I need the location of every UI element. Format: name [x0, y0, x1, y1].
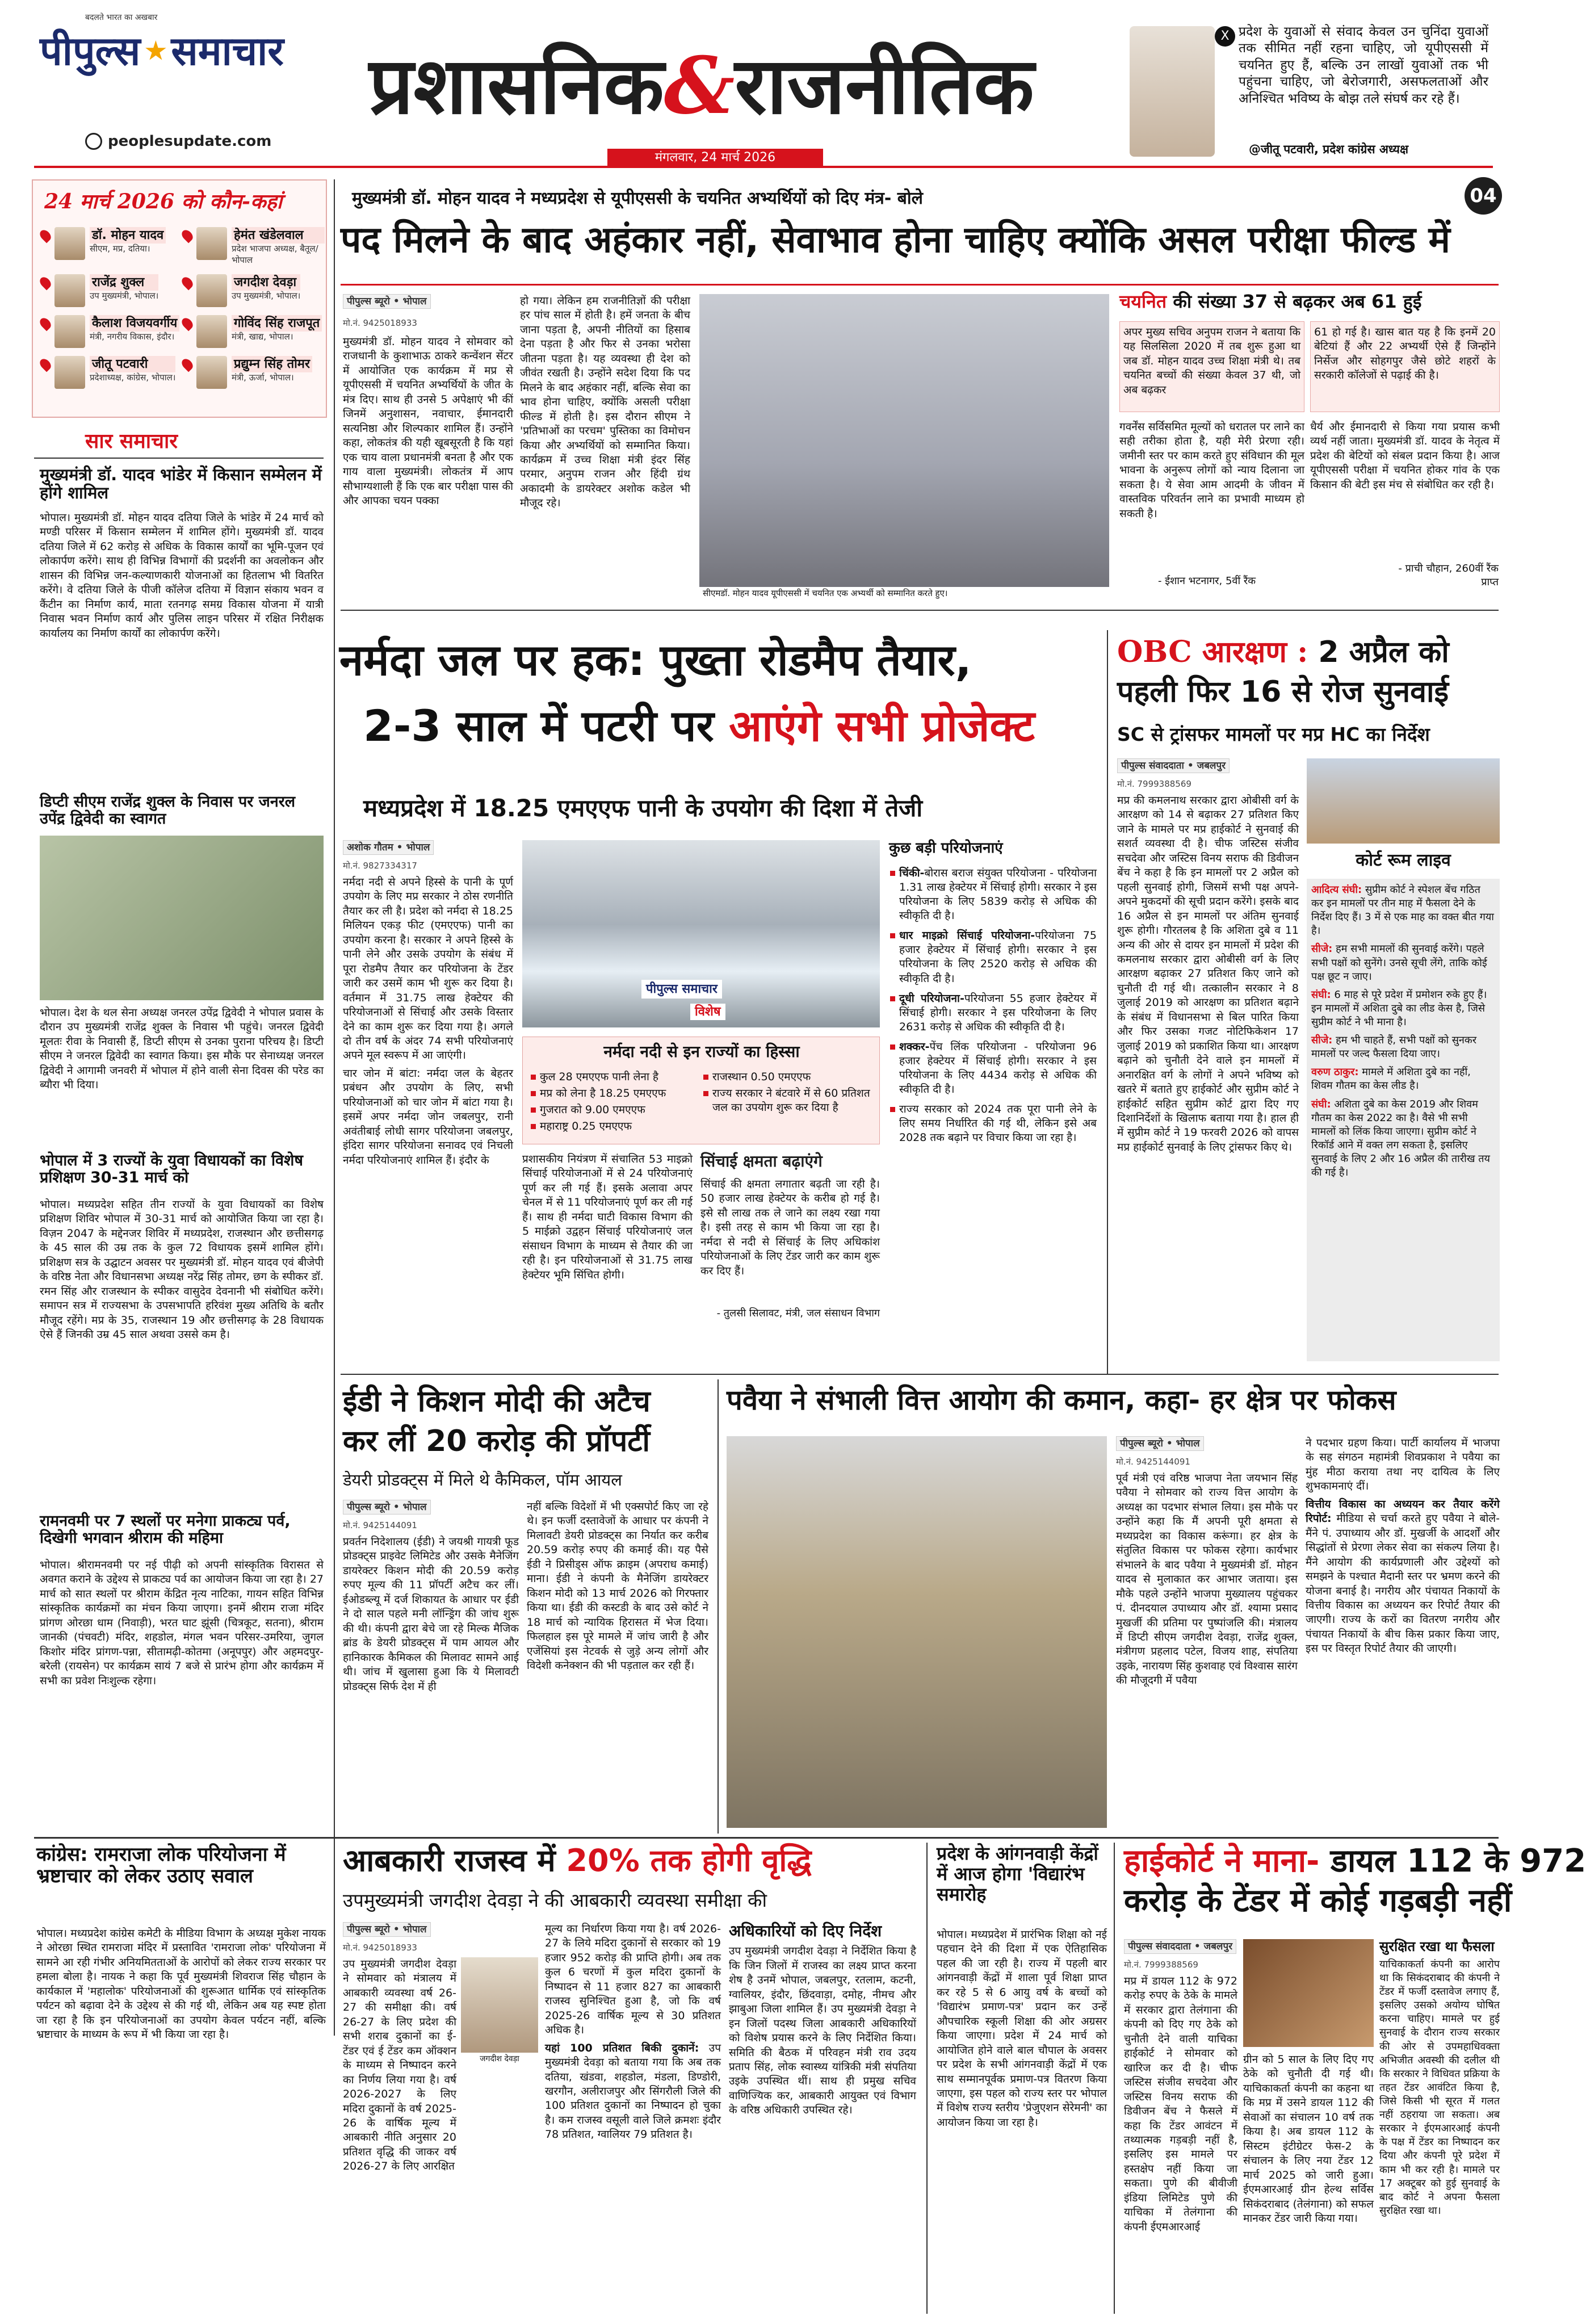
obc-court-title: कोर्ट रूम लाइव — [1356, 850, 1451, 870]
sar-body-1: भोपाल। मुख्यमंत्री डॉ. मोहन यादव दतिया जिले के भांडेर में 24 मार्च को मण्डी परिसर में किसान सम्मेलन में शामिल होंगे। मुख्यमंत्री डॉ. यादव दतिया जिले में 62 करोड़ से अधिक के विकास कार्यों का भूमि-पूजन एवं लोकार्पण करेंगे। साथ ही विभिन्न विभागों की प्रदर्शनी का अवलोकन और शासन की विभिन्न जन-कल्याणकारी योजनाओं का हितलाभ भी वितरित करेंगे। वे दतिया जिले के पीजी कॉलेज दतिया में विज्ञान संकाय भवन व कैंटीन का निर्माण कार्य, माता रतनगढ़ समग्र विकास योजना में यात्री निवास भवन निर्माण कार्य और पुलिस लाइन परिसर में रक्षित निरीक्षक कार्यालय का निर्माण कार्यों का लोकार्पण करेंगे। — [40, 511, 324, 640]
excise-col-2: मूल्य का निर्धारण किया गया है। वर्ष 2026-27 के लिये मदिरा दुकानों से सरकार को 19 हजार 952 करोड़ की प्राप्ति होगी। अब तक कुल 6 चरणों में कुल मदिरा दुकानों के निष्पादन से 11 हजार 827 का आबकारी राजस्व सुनिश्चित हुआ है, जो कि वर्ष 2025-26 वार्षिक मूल्य से 30 प्रतिशत अधिक है। यहां 100 प्रतिशत बिकी दुकानें: उप मुख्यमंत्री देवड़ा को बताया गया कि अब तक दतिया, खंडवा, शहडोल, मंडला, डिण्डोरी, खरगौन, अलीराजपुर और सिंगरौली जिले की 100 प्रतिशत दुकानों का निष्पादन हो चुका है। कम राजस्व वसूली वाले जिले क्रमशः इंदौर 78 प्रतिशत, ग्वालियर 79 प्रतिशत है। — [545, 1923, 721, 2141]
excise-divider — [926, 1843, 928, 2314]
narmada-headline-2: 2-3 साल में पटरी पर आएंगे सभी प्रोजेक्ट — [363, 700, 1035, 751]
project-name: दूधी परियोजना- — [899, 992, 964, 1005]
person-photo — [54, 274, 85, 307]
quote-text: प्रदेश के युवाओं से संवाद केवल उन चुनिंदा युवाओं तक सीमित नहीं रहना चाहिए, जो यूपीएससी में चयनित हुए हैं, बल्कि उन लाखों युवाओं तक भी पहुंचना चाहिए, जो बेरोजगारी, असफलताओं और अनिश्चित भविष्य के बोझ तले संघर्ष कर रहे हैं। — [1239, 24, 1488, 106]
quote-avatar — [1130, 26, 1215, 157]
brand-logo — [40, 23, 284, 79]
dial-mobile: मो.नं. 7999388569 — [1124, 1960, 1198, 1970]
pawaiya-byline: पीपुल्स ब्यूरो • भोपाल — [1116, 1436, 1204, 1451]
narmada-headline-1: नर्मदा जल पर हक: पुख्ता रोडमैप तैयार, — [339, 635, 972, 685]
narmada-share-left — [530, 1070, 694, 1136]
court-exchange — [1311, 942, 1495, 983]
location-pin-icon — [38, 275, 53, 290]
excise-col-3: अधिकारियों को दिए निर्देश उप मुख्यमंत्री जगदीश देवड़ा ने निर्देशित किया है कि जिन जिलों में राजस्व का लक्ष्य प्राप्त करना शेष है उनमें भोपाल, जबलपुर, रतलाम, कटनी, ग्वालियर, इंदौर, छिंदवाड़ा, दमोह, नीमच और झाबुआ जिला शामिल हैं। उप मुख्यमंत्री देवड़ा ने इन जिलों पदस्थ जिला आबकारी अधिकारियों को विशेष प्रयास करने के लिए निर्देशित किया। समिति की बैठक में परिवहन मंत्री राव उदय प्रताप सिंह, लोक स्वास्थ्य यांत्रिकी मंत्री संपतिया उइके उपस्थित थीं। साथ ही प्रमुख सचिव वाणिज्यिक कर, आबकारी आयुक्त एवं विभाग के वरिष्ठ अधिकारी उपस्थित रहे। — [729, 1922, 916, 2117]
person-photo — [196, 227, 227, 260]
narmada-byline: अशोक गौतम • भोपाल — [343, 840, 434, 855]
person-place: प्रदेश भाजपा अध्यक्ष, बैतूल/भोपाल — [232, 244, 318, 265]
excise-headline: आबकारी राजस्व में 20% तक होगी वृद्धि — [343, 1843, 812, 1878]
upsc-kicker: मुख्यमंत्री डॉ. मोहन यादव ने मध्यप्रदेश से यूपीएससी के चयनित अभ्यर्थियों को दिए मंत्र- बोले — [352, 188, 923, 208]
court-exchange — [1311, 988, 1495, 1029]
person-entry — [183, 315, 325, 348]
date-bar: मंगलवार, 24 मार्च 2026 — [607, 149, 823, 167]
person-name: हेमंत खंडेलवाल — [232, 227, 325, 244]
person-place: मंत्री, ऊर्जा, भोपाल। — [232, 372, 294, 383]
upsc-photo-caption: सीएमडॉ. मोहन यादव यूपीएससी में चयनित एक अभ्यर्थी को सम्मानित करते हुए। — [699, 587, 1109, 601]
person-place: उप मुख्यमंत्री, भोपाल। — [232, 290, 301, 301]
person-name: कैलाश विजयवर्गीय — [90, 315, 179, 332]
narmada-irrigation-title: सिंचाई क्षमता बढ़ाएंगे — [700, 1152, 823, 1171]
brand-name: पीपुल्स — [40, 27, 141, 74]
ed-mobile: मो.नं. 9425144091 — [343, 1520, 417, 1530]
location-pin-icon — [38, 356, 53, 372]
person-entry — [41, 227, 183, 266]
person-photo — [196, 274, 227, 307]
person-place: सीएम, मप्र, दतिया। — [90, 244, 150, 254]
sar-body-3: भोपाल। मध्यप्रदेश सहित तीन राज्यों के युवा विधायकों का विशेष प्रशिक्षण शिविर भोपाल में 30-31 मार्च को आयोजित किया जा रहा है। विज़न 2047 के मद्देनजर शिविर में मध्यप्रदेश, राजस्थान और छत्तीसगढ़ के 45 साल की उम्र तक के कुल 72 विधायक इसमें शामिल होंगे। प्रशिक्षण सत्र के उद्घाटन अवसर पर मुख्यमंत्री डॉ. मोहन यादव एवं बीजेपी के वरिष्ठ नेता और विधानसभा अध्यक्ष नरेंद्र सिंह तोमर, छग के स्पीकर डॉ. रमन सिंह और राजस्थान के स्पीकर वासुदेव देवनानी भी संबोधित करेंगे। समापन सत्र में राज्यसभा के उपसभापति हरिवंश मुख्य अतिथि के बतौर मौजूद रहेंगे। मप्र के 35, राजस्थान 19 और छत्तीसगढ़ के 28 विधायक ऐसे हैं जिनकी उम्र 45 साल अथवा उससे कम है। — [40, 1198, 324, 1341]
narmada-divider — [1107, 630, 1108, 1374]
narmada-mobile: मो.नं. 9827334317 — [343, 861, 417, 871]
anganwadi-divider — [1114, 1843, 1115, 2314]
project-name: चिंकी- — [899, 867, 925, 879]
list-item: महाराष्ट्र 0.25 एमएएफ — [530, 1119, 694, 1134]
upsc-byline: पीपुल्स ब्यूरो • भोपाल — [343, 294, 431, 309]
person-entry — [183, 274, 325, 307]
pawaiya-headline: पवैया ने संभाली वित्त आयोग की कमान, कहा- हर क्षेत्र पर फोकस — [727, 1384, 1396, 1416]
sar-headline-3: भोपाल में 3 राज्यों के युवा विधायकों का विशेष प्रशिक्षण 30-31 मार्च को — [40, 1152, 303, 1187]
upsc-side-body-1: अपर मुख्य सचिव अनुपम राजन ने बताया कि यह सिलसिला 2020 में तब शुरू हुआ था जब डॉ. मोहन यादव उच्च शिक्षा मंत्री थे। तब चयनित बच्चों की संख्या केवल 37 थी, जो अब बढ़कर — [1119, 321, 1304, 412]
narmada-share-right — [702, 1070, 872, 1117]
masthead-tagline: बदलते भारत का अखबार — [85, 13, 158, 22]
person-place: प्रदेशाध्यक्ष, कांग्रेस, भोपाल। — [90, 372, 176, 383]
person-name: गोविंद सिंह राजपूत — [232, 315, 322, 332]
project-text: परियोजना 55 हजार हेक्टेयर में सिंचाई होगी। सरकार ने इस परियोजना के लिए 2631 करोड़ से अधिक की स्वीकृति दी है। — [899, 992, 1097, 1033]
upsc-side-body-2: 61 हो गई है। खास बात यह है कि इनमें 20 बेटियां हैं और 22 अभ्यर्थी ऐसे हैं जिन्होंने निर्सेज और सोहगपुर जैसे छोटे शहरों के सरकारी कॉलेजों से पढ़ाई की है। — [1310, 321, 1500, 412]
narmada-irrigation-body: सिंचाई की क्षमता लगातार बढ़ती जा रही है। 50 हजार लाख हेक्टेयर के करीब हो गई है। इसे सौ लाख तक ले जाने का लक्ष्य रखा गया है। इसी तरह से काम भी किया जा रहा है। नर्मदा से नदी से सिंचाई के लिए अधिकांश परियोजनाओं के लिए टेंडर जारी कर काम शुरू कर दिए हैं। — [700, 1178, 880, 1277]
upsc-quote-1: गवर्नेंस सर्विसमित मूल्यों को धरातल पर लाने का सही तरीका होता है, यही मेरी प्रेरणा रही। जमीनी स्तर पर काम करते हुए संविधान की मूल भावना के अनुरूप लोगों को न्याय दिलाना जा सकता है। ये सेवा आम आदमी के जीवन में वास्तविक परिवर्तन लाने का प्रभावी माध्यम हो सकती है। — [1119, 421, 1304, 520]
page-number: 04 — [1465, 177, 1502, 215]
dial-col-2: ग्रीन को 5 साल के लिए दिए गए ठेके को चुनौती दी गई थी। याचिकाकर्ता कंपनी का कहना था कि मप्र में उसने डायल 112 की सेवाओं का संचालन 10 वर्ष तक किया है। अब डायल 112 के सिस्टम इंटीग्रेटर फेस-2 के संचालन के लिए नया टेंडर 12 मार्च 2025 को जारी हुआ। ईएमआरआई ग्रीन हेल्थ सर्विस सिकंदराबाद (तेलंगाना) को सफल मानकर टेंडर जारी किया गया। — [1243, 2053, 1374, 2225]
upsc-col-2: हो गया। लेकिन हम राजनीतिज्ञों की परीक्षा हर पांच साल में होती है। हमें जनता के बीच जाना पड़ता है, अपनी नीतियों का हिसाब देना पड़ता है और फिर से उनका भरोसा जीतना पड़ता है। यह व्यवस्था ही देश को जीवंत रखती है। उन्होंने सदेश दिया कि पद मिलने के बाद अहंकार नहीं, बल्कि सेवा का भाव होना चाहिए, क्योंकि असली परीक्षा फील्ड में होती है। इस दौरान सीएम ने 'प्रतिभाओं का परचम' पुस्तिका का विमोचन किया और अभ्यर्थियों को सम्मानित किया। कार्यक्रम में उच्च शिक्षा मंत्री इंदर सिंह परमार, अनुपम राजन और हिंदी ग्रंथ अकादमी के डायरेक्टर अशोक कडेल भी मौजूद रहे। — [520, 295, 690, 510]
upsc-col-1: मुख्यमंत्री डॉ. मोहन यादव ने सोमवार को राजधानी के कुशाभाऊ ठाकरे कन्वेंशन सेंटर में आयोजित एक कार्यक्रम में मप्र से यूपीएससी में चयनित अभ्यर्थियों के जीत के मंत्र दिए। साथ ही उनसे 5 अपेक्षाएं भी कीं जिनमें अनुशासन, नवाचार, ईमानदारी सत्यनिष्ठा और शिल्पकार शामिल हैं। उन्होंने कहा, लोकतंत्र की यही खूबसूरती है कि यहां एक चाय वाला प्रधानमंत्री बनता है और एक गाय वाला मुख्यमंत्री। लोकतंत्र में आप सौभाग्यशाली हैं कि एक बार परीक्षा पास की और आपका चयन पक्का — [343, 335, 513, 507]
website-link[interactable]: peoplesupdate.com — [85, 132, 271, 151]
pawaiya-photo — [727, 1436, 1107, 1828]
narmada-irrigation-box — [700, 1152, 880, 1340]
obc-byline: पीपुल्स संवाददाता • जबलपुर — [1117, 758, 1230, 773]
list-item: गुजरात को 9.00 एमएएफ — [530, 1103, 694, 1117]
excise-col-1: उप मुख्यमंत्री जगदीश देवड़ा ने सोमवार को मंत्रालय में आबकारी व्यवस्था वर्ष 26-27 की समीक्षा की। वर्ष 26-27 के लिए प्रदेश की सभी शराब दुकानों का ई-टेंडर एवं ई टेंडर कम ऑक्शन के माध्यम से निष्पादन करने का निर्णय लिया गया है। वर्ष 2026-2027 के लिए मदिरा दुकानों के वर्ष 2025-26 के वार्षिक मूल्य में आबकारी नीति अनुसार 20 प्रतिशत वृद्धि की जाकर वर्ष 2026-27 के लिए आरक्षित — [343, 1958, 456, 2173]
court-text: 6 माह से पूरे प्रदेश में प्रमोशन रुके हुए हैं। इन मामलों में अशिता दुबे का लीड केस है, जिसे सुप्रीम कोर्ट ने भी माना है। — [1311, 988, 1487, 1028]
upsc-rule — [341, 284, 1499, 286]
pawaiya-col-2: ने पदभार ग्रहण किया। पार्टी कार्यालय में भाजपा के सह संगठन महामंत्री शिवप्रकाश ने पवैया का मुंह मीठा कराया तथा नए दायित्व के लिए शुभकामनाएं दीं। वित्तीय विकास का अध्ययन कर तैयार करेंगे रिपोर्ट: मीडिया से चर्चा करते हुए पवैया ने बोले- मैंने पं. उपाध्याय और डॉ. मुखर्जी के आदर्शों और सिद्धांतों से प्रेरणा लेकर सेवा का संकल्प लिया है। मैंने आयोग की कार्यप्रणाली और उद्देश्यों को समझने के पश्चात मैदानी स्तर पर भ्रमण करने की योजना बनाई है। नगरीय और पंचायत निकायों के वित्तीय विकास का अध्ययन कर रिपोर्ट तैयार की जाएगी। राज्य के करों का वितरण नगरीय और पंचायत निकायों के बीच किस प्रकार किया जाए, इस पर विस्तृत रिपोर्ट तैयार की जाएगी। — [1306, 1437, 1500, 1655]
obc-court-list — [1307, 879, 1500, 1361]
court-exchange — [1311, 1034, 1495, 1061]
top-divider — [34, 166, 1493, 168]
court-exchange — [1311, 1065, 1495, 1093]
obc-body: मप्र की कमलनाथ सरकार द्वारा ओबीसी वर्ग के आरक्षण को 14 से बढ़ाकर 27 प्रतिशत किए जाने के मामले पर मप्र हाईकोर्ट ने सुनवाई की सशर्त व्यवस्था दी है। चीफ जस्टिस संजीव सचदेवा और जस्टिस विनय सराफ की डिवीजन बेंच ने कहा है कि इन मामलों पर 2 अप्रैल को पहली सुनवाई होगी, जिसमें सभी पक्ष अपने-अपने मुकदमों की सूची प्रदान करेंगे। इसके बाद 16 अप्रैल से इन मामलों पर अंतिम सुनवाई शुरू होगी। गौरतलब है कि अशिता दुबे व 11 अन्य की ओर से दायर इन मामलों में प्रदेश की कमलनाथ सरकार द्वारा ओबीसी वर्ग के लिए आरक्षण बढ़ाकर 27 प्रतिशत किए जाने को चुनौती दी गई थी। तत्कालीन सरकार ने 8 जुलाई 2019 को आरक्षण का प्रतिशत बढ़ाने के संबंध में विधानसभा से बिल पारित किया और फिर उसका गजट नोटिफिकेशन 17 जुलाई 2019 को प्रकाशित किया था। आरक्षण बढ़ाने को चुनौती देने वाले इन मामलों में अनारक्षित वर्ग के लोगों ने अपने भविष्य को खतरे में बताते हुए हाईकोर्ट और सुप्रीम कोर्ट ने हाईकोर्ट सहित सुप्रीम कोर्ट द्वारा दिए गए दिशानिर्देशों के खिलाफ बताया गया है। हाल ही में सुप्रीम कोर्ट ने 19 फरवरी 2026 को वापस मप्र हाईकोर्ट सुनवाई के लिए ट्रांसफर किए थे। — [1117, 794, 1299, 1153]
narmada-projects-title: कुछ बड़ी परियोजनाएं — [889, 840, 1003, 857]
section-title: प्रशासनिक&राजनीतिक — [369, 39, 1034, 132]
sar-body-2: भोपाल। देश के थल सेना अध्यक्ष जनरल उपेंद्र द्विवेदी ने भोपाल प्रवास के दौरान उप मुख्यमंत्री राजेंद्र शुक्ल के निवास भी पहुंचे। जनरल द्विवेदी मूलतः रीवा के निवासी हैं, डिप्टी सीएम से उनका पुराना परिचय है। डिप्टी सीएम ने जनरल द्विवेदी का स्वागत किया। इस मौके पर सेनाध्यक्ष जनरल द्विवेदी ने आगामी जनवरी में भोपाल में होने वाली सेना दिवस की परेड का ब्यौरा भी दिया। — [40, 1006, 324, 1092]
narmada-deck: मध्यप्रदेश में 18.25 एमएएफ पानी के उपयोग की दिशा में तेजी — [363, 794, 923, 822]
location-pin-icon — [38, 316, 53, 331]
narmada-share-title: नर्मदा नदी से इन राज्यों का हिस्सा — [603, 1042, 800, 1061]
list-item: मप्र को लेना है 18.25 एमएएफ — [530, 1087, 694, 1101]
court-text: हम सभी मामलों की सुनवाई करेंगे। पहले सभी पक्षों को सुनेंगे। उनसे सूची लेंगे, ताकि कोई पक्ष छूट न जाए। — [1311, 943, 1487, 983]
dial-col-3: सुरक्षित रखा था फैसला याचिकाकर्ता कंपनी का आरोप था कि सिकंदराबाद की कंपनी ने टेंडर में फर्जी दस्तावेज लगाए हैं, इसलिए उसको अयोग्य घोषित करना चाहिए। मामले पर हुई सुनवाई के दौरान राज्य सरकार की ओर से उपमहाधिवक्ता अभिजीत अवस्थी की दलील थी कि सरकार ने विधिवत प्रक्रिया के तहत टेंडर आवंटित किया है, जिसे किसी भी सूरत में गलत नहीं ठहराया जा सकता। अब सरकार ने ईएमआरआई कंपनी के पक्ष में टेंडर का निष्पादन कर दिया और कंपनी पूरे प्रदेश में काम भी कर रही है। मामले पर 17 अक्टूबर को हुई सुनवाई के बाद कोर्ट ने अपना फैसला सुरक्षित रखा था। — [1379, 1939, 1500, 2217]
brand-star-icon — [145, 40, 166, 62]
narmada-dam-photo — [522, 840, 880, 1027]
ramraja-body: भोपाल। मध्यप्रदेश कांग्रेस कमेटी के मीडिया विभाग के अध्यक्ष मुकेश नायक ने ओरछा स्थित रामराजा मंदिर में प्रस्तावित 'रामराजा लोक' परियोजना में सामने आ रही गंभीर अनियमितताओं के आरोपों को लेकर राज्य सरकार पर हमला बोला है। नायक ने कहा कि पूर्व मुख्यमंत्री शिवराज सिंह चौहान के कार्यकाल में 'महालोक' परियोजनाओं की शुरूआत धार्मिक एवं सांस्कृतिक पर्यटन को बढ़ावा देने के उद्देश्य से की गई थी, लेकिन अब यह स्पष्ट होता जा रहा है कि इन परियोजनाओं का उपयोग केवल पर्यटन नहीं, बल्कि भ्रष्टाचार के माध्यम के रूप में भी किया जा रहा है। — [36, 1927, 326, 2041]
upsc-bottom-rule — [341, 610, 1499, 611]
who-where-box — [32, 179, 327, 418]
project-text: राज्य सरकार को 2024 तक पूरा पानी लेने के लिए समय निर्धारित की गई थी, लेकिन इसे अब 2028 तक बढ़ाने पर विचार किया जा रहा है। — [899, 1103, 1097, 1144]
list-item: राज्य सरकार ने बंटवारे में से 60 प्रतिशत जल का उपयोग शुरू कर दिया है — [702, 1087, 872, 1115]
dial-byline: पीपुल्स संवाददाता • जबलपुर — [1124, 1939, 1236, 1954]
upsc-mobile: मो.नं. 9425018933 — [343, 318, 417, 328]
list-item: राजस्थान 0.50 एमएएफ — [702, 1070, 872, 1084]
sar-headline-4: रामनवमी पर 7 स्थलों पर मनेगा प्राकट्य पर्व, दिखेगी भगवान श्रीराम की महिमा — [40, 1512, 291, 1547]
person-place: मंत्री, नगरीय विकास, इंदौर। — [90, 331, 175, 342]
person-photo — [54, 227, 85, 260]
sar-headline-1: मुख्यमंत्री डॉ. यादव भांडेर में किसान सम्मेलन में होंगे शामिल — [40, 465, 322, 503]
ed-divider — [718, 1379, 719, 1834]
court-speaker: सीजे: — [1311, 943, 1333, 955]
dial-col-1: मप्र में डायल 112 के 972 करोड़ रुपए के ठेके के मामले में सरकार द्वारा तेलंगाना की कंपनी को दिए गए ठेके को चुनौती देने वाली याचिका हाईकोर्ट ने सोमवार को खारिज कर दी है। चीफ जस्टिस संजीव सचदेवा और जस्टिस विनय सराफ की डिवीजन बेंच ने फैसले में कहा कि टेंडर आवंटन में तथ्यात्मक गड़बड़ी नहीं है, इसलिए इस मामले पर हस्तक्षेप नहीं किया जा सकता। पुणे की बीवीजी इंडिया लिमिटेड पुणे की याचिका में तेलंगाना की कंपनी ईएमआरआई — [1124, 1975, 1237, 2233]
court-speaker: संघी: — [1311, 1098, 1331, 1110]
sar-headline-2: डिप्टी सीएम राजेंद्र शुक्ल के निवास पर जनरल उपेंद्र द्विवेदी का स्वागत — [40, 793, 296, 828]
sar-label: सार समाचार — [85, 430, 178, 453]
person-place: मंत्री, खाद्य, भोपाल। — [232, 331, 293, 342]
upsc-quote-2: धैर्य और ईमानदारी से किया गया प्रयास कभी व्यर्थ नहीं जाता। मुख्यमंत्री डॉ. यादव के नेतृत्व में प्रदेश की बेटियों को संबल प्रदान किया है। आज यूपीएससी परीक्षा में चयनित होकर गांव के एक किसान की बेटी इस मंच से संबोधित कर रही है। — [1310, 421, 1500, 491]
upsc-headline: पद मिलने के बाद अहंकार नहीं, सेवाभाव होना चाहिए क्योंकि असल परीक्षा फील्ड में — [341, 219, 1450, 261]
brand-name-2: समाचार — [171, 27, 284, 74]
ramraja-headline: कांग्रेस: रामराजा लोक परियोजना में भ्रष्टाचार को लेकर उठाए सवाल — [36, 1843, 286, 1888]
court-text: हम भी चाहते हैं, सभी पक्षों को सुनकर मामलों पर जल्द फैसला दिया जाए। — [1311, 1034, 1477, 1060]
excise-mobile: मो.नं. 9425018933 — [343, 1943, 417, 1953]
person-photo — [196, 356, 227, 389]
project-name: धार माइक्रो सिंचाई परियोजना- — [899, 929, 1035, 942]
person-name: डॉ. मोहन यादव — [90, 227, 166, 244]
sar-rule — [34, 458, 324, 459]
left-col-divider — [334, 179, 335, 2036]
excise-minister-photo — [461, 1957, 538, 2065]
quote-author: @जीतू पटवारी, प्रदेश कांग्रेस अध्यक्ष — [1249, 142, 1409, 156]
narmada-projects-list — [889, 866, 1097, 1151]
ed-col-1: प्रवर्तन निदेशालय (ईडी) ने जयश्री गायत्री फूड प्रोडक्ट्स प्राइवेट लिमिटेड और उसके मैनेजिंग डायरेक्टर किशन मोदी की 20.59 करोड़ रुपए मूल्य की 11 प्रॉपर्टी अटैच कर लीं। ईओडब्ल्यू में दर्ज शिकायत के आधार पर ईडी ने दो साल पहले मनी लॉन्ड्रिंग की जांच शुरू की थी। कंपनी द्वारा बेचे जा रहे मिल्क मैजिक ब्रांड के डेयरी प्रोडक्ट्स में पाम आयल और हानिकारक कैमिकल की मिलावट सामने आई थी। जांच में खुलासा हुआ कि ये मिलावटी प्रोडक्ट्स सिर्फ देश में ही — [343, 1536, 519, 1693]
project-item — [889, 1102, 1097, 1145]
list-item: कुल 28 एमएएफ पानी लेना है — [530, 1070, 694, 1084]
narmada-share-box — [522, 1037, 880, 1144]
pawaiya-col-1: पूर्व मंत्री एवं वरिष्ठ भाजपा नेता जयभान सिंह पवैया ने सोमवार को राज्य वित्त आयोग के अध्यक्ष का पदभार संभाल लिया। इस मौके पर उन्होंने कहा कि मैं अपनी पूरी क्षमता से मध्यप्रदेश का विकास करूंगा। हर क्षेत्र के संतुलित विकास पर फोकस रहेगा। कार्यभार संभालने के बाद पवैया ने मुख्यमंत्री डॉ. मोहन यादव से मुलाकात कर आभार जताया। इस मौके पहले उन्होंने भाजपा मुख्यालय पहुंचकर पं. दीनदयाल उपाध्याय और डॉ. श्यामा प्रसाद मुखर्जी की प्रतिमा पर पुष्पांजलि की। मंत्रालय में डिप्टी सीएम जगदीश देवड़ा, राजेंद्र शुक्ल, मंत्रीगण प्रहलाद पटेल, विजय शाह, संपतिया उइके, नारायण सिंह कुशवाह एवं विश्वास सारंग की मौजूदगी में पवैया — [1116, 1472, 1298, 1687]
obc-court-photo — [1307, 758, 1500, 844]
project-text: पेंच लिंक परियोजना - परियोजना 96 हजार हेक्टेयर में सिंचाई होगी। सरकार ने इस परियोजना के लिए 4434 करोड़ से अधिक की स्वीकृति दी है। — [899, 1040, 1097, 1096]
pawaiya-mobile: मो.नं. 9425144091 — [1116, 1457, 1190, 1467]
ed-headline-2: कर लीं 20 करोड़ की प्रॉपर्टी — [343, 1424, 650, 1458]
dial-headline-1: हाईकोर्ट ने माना- डायल 112 के 972 — [1124, 1843, 1586, 1880]
narmada-vishesh: विशेष — [690, 1004, 725, 1020]
upsc-side-title: चयनित की संख्या 37 से बढ़कर अब 61 हुई — [1119, 291, 1422, 312]
person-name: राजेंद्र शुक्ल — [90, 274, 158, 291]
sar-body-4: भोपाल। श्रीरामनवमी पर नई पीढ़ी को अपनी सांस्कृतिक विरासत से अवगत कराने के उद्देश्य से प्राकट्य पर्व का आयोजन किया जा रहा है। 27 मार्च को सात स्थलों पर श्रीराम केंद्रित नृत्य नाटिका, गायन सहित विभिन्न सांस्कृतिक कार्यक्रमों का मंचन किया जाएगा। इनमें श्रीराम राजा मंदिर प्रांगण ओरछा धाम (निवाड़ी), भरत घाट झूंसी (चित्रकूट, सतना), श्रीराम जानकी (पंचवटी) मंदिर, शहडोल, मंगल भवन परिसर-उमरिया, जुगल किशोर मंदिर प्रांगण-पन्ना, सीतामढ़ी-कोतमा (अनूपपुर) और अहमदपुर-बरेली (रायसेन) पर कार्यक्रम सायं 7 बजे से प्रारंभ होगा और कार्यक्रम में सभी का प्रवेश निःशुल्क रहेगा। — [40, 1559, 324, 1687]
person-photo — [54, 315, 85, 348]
narmada-projects-box — [889, 840, 1097, 1340]
court-speaker: संघी: — [1311, 988, 1331, 1001]
lower-rule — [34, 1837, 1499, 1839]
court-speaker: सीजे: — [1311, 1034, 1333, 1047]
excise-photo-caption: जगदीश देवड़ा — [461, 2053, 538, 2065]
ed-headline-1: ईडी ने किशन मोदी की अटैच — [343, 1385, 651, 1419]
sar-photo-general — [40, 836, 324, 1000]
obc-headline-2: पहली फिर 16 से रोज सुनवाई — [1117, 675, 1449, 709]
globe-icon — [85, 133, 102, 150]
excise-byline: पीपुल्स ब्यूरो • भोपाल — [343, 1922, 431, 1937]
narmada-watermark: पीपुल्स समाचार — [641, 980, 722, 999]
project-item — [889, 929, 1097, 985]
project-item — [889, 866, 1097, 923]
person-name: प्रद्युम्न सिंह तोमर — [232, 356, 312, 372]
person-place: उप मुख्यमंत्री, भोपाल। — [90, 290, 159, 301]
court-text: अशिता दुबे का केस 2019 और शिवम गौतम का केस 2022 का है। वैसे भी सभी मामलों को लिंक किया जाएगा। सुप्रीम कोर्ट ने रिकॉर्ड आने में वक्त लग सकता है, इसलिए सुनवाई के लिए 2 और 16 अप्रैल की तारीख तय की गई है। — [1311, 1098, 1490, 1179]
obc-deck: SC से ट्रांसफर मामलों पर मप्र HC का निर्देश — [1117, 723, 1430, 745]
ed-deck: डेयरी प्रोडक्ट्स में मिले थे कैमिकल, पॉम आयल — [343, 1470, 622, 1490]
upsc-quote-2-by: - प्राची चौहान, 260वीं रैंक प्राप्त — [1398, 563, 1499, 588]
court-text: सुप्रीम कोर्ट ने स्पेशल बेंच गठित कर इन मामलों पर तीन माह में फैसला देने के निर्देश दिए हैं। 3 में से एक माह का वक्त बीत गया है। — [1311, 884, 1494, 937]
court-exchange — [1311, 1098, 1495, 1180]
person-entry — [183, 356, 325, 389]
person-entry — [41, 356, 183, 389]
location-pin-icon — [38, 228, 53, 244]
project-text: बोरास बराज संयुक्त परियोजना - परियोजना 1.31 लाख हेक्टेयर में सिंचाई होगी। सरकार ने इस परियोजना के लिए 5839 करोड़ से अधिक की स्वीकृति दी है। — [899, 867, 1097, 922]
project-name: शक्कर- — [899, 1040, 930, 1053]
narmada-irrigation-author: - तुलसी सिलावट, मंत्री, जल संसाधन विभाग — [716, 1307, 880, 1319]
project-item — [889, 1040, 1097, 1097]
obc-headline-1: OBC आरक्षण : 2 अप्रैल को — [1117, 635, 1449, 669]
who-where-list — [41, 227, 325, 389]
court-speaker: वरुण ठाकुर: — [1311, 1066, 1359, 1079]
project-item — [889, 992, 1097, 1034]
who-where-title: 24 मार्च 2026 को कौन-कहां — [44, 190, 283, 213]
anganwadi-headline: प्रदेश के आंगनवाड़ी केंद्रों में आज होगा 'विद्यारंभ समारोह — [937, 1843, 1098, 1905]
person-name: जगदीश देवड़ा — [232, 274, 300, 291]
person-entry — [183, 227, 325, 266]
dial-gavel-photo — [1243, 1939, 1374, 2047]
upsc-photo — [699, 294, 1109, 601]
person-photo — [196, 315, 227, 348]
person-entry — [41, 274, 183, 307]
court-speaker: आदित्य संघी: — [1311, 884, 1362, 896]
upsc-quote-1-by: - ईशान भटनागर, 5वीं रैंक — [1158, 575, 1256, 587]
narmada-col-1: नर्मदा नदी से अपने हिस्से के पानी के पूर्ण उपयोग के लिए मप्र सरकार ने ठोस रणनीति तैयार कर ली है। प्रदेश को नर्मदा से 18.25 मिलियन एकड़ फीट (एमएएफ) पानी का उपयोग करना है। सरकार ने अपने हिस्से के पानी लेने और उसके उपयोग के संबंध में पूरा रोडमैप तैयार कर परियोजना के टेंडर जारी कर उसमें काम भी शुरू कर दिया है। वर्तमान में 31.75 लाख हेक्टेयर की परियोजनाओं से सिंचाई और उसके विस्तार देने का काम शुरू कर दिया गया है। अगले दो तीन वर्ष के अंदर 74 सभी परियोजनाएं अपने मूल स्वरूप में आ जाएंगी। चार जोन में बांटा: नर्मदा जल के बेहतर प्रबंधन और उपयोग के लिए, सभी परियोजनाओं को चार जोन में बांटा गया है। इसमें अपर नर्मदा जोन जबलपुर, रानी अवंतीबाई लोधी सागर परियोजना जबलपुर, इंदिरा सागर परियोजना सनावद एवं निचली नर्मदा परियोजनाएं शामिल हैं। इंदौर के — [343, 876, 513, 1167]
project-text: परियोजना 75 हजार हेक्टेयर में सिंचाई होगी। सरकार ने इस परियोजना के लिए 2520 करोड़ से अधिक की स्वीकृति दी है। — [899, 929, 1097, 985]
person-entry — [41, 315, 183, 348]
x-icon: X — [1215, 26, 1235, 47]
court-exchange — [1311, 883, 1495, 938]
narmada-col-2: प्रशासकीय नियंत्रण में संचालित 53 माइक्रो सिंचाई परियोजनाओं में से 24 परियोजनाएं पूर्ण कर ली गई हैं। इसके अलावा अपर चेनल में से 11 परियोजनाएं पूर्ण कर ली गई हैं। साथ ही नर्मदा घाटी विकास विभाग की 5 माईक्रो उद्वहन सिंचाई परियोजनाएं जल संसाधन विभाग के माध्यम से तैयार की जा रही है। इन परियोजनाओं से 31.75 लाख हेक्टेयर भूमि सिंचित होगी। — [522, 1153, 693, 1281]
person-photo — [54, 356, 85, 389]
person-name: जीतू पटवारी — [90, 356, 175, 372]
dial-headline-2: करोड़ के टेंडर में कोई गड़बड़ी नहीं — [1124, 1882, 1512, 1919]
ed-col-2: नहीं बल्कि विदेशों में भी एक्सपोर्ट किए जा रहे थे। इन फर्जी दस्तावेजों के आधार पर कंपनी ने मिलावटी डेयरी प्रोडक्ट्स का निर्यात कर करीब 20.59 करोड़ रुपए की कमाई की। यह पैसे ईडी ने प्रिसीड्स ऑफ क्राइम (अपराध कमाई) माना। ईडी ने कंपनी के मैनेजिंग डायरेक्टर किशन मोदी को 13 मार्च 2026 को गिरफ्तार किया था। ईडी की कस्टडी के बाद उसे कोर्ट ने 18 मार्च को न्यायिक हिरासत में भेज दिया। फिलहाल इस पूरे मामले में जांच जारी है और एजेंसियां इस नेटवर्क से जुड़े अन्य लोगों और विदेशी कनेक्शन की भी पड़ताल कर रही हैं। — [527, 1500, 708, 1672]
excise-deck: उपमुख्यमंत्री जगदीश देवड़ा ने की आबकारी व्यवस्था समीक्षा की — [343, 1889, 767, 1911]
obc-mobile: मो.नं. 7999388569 — [1117, 779, 1191, 789]
ed-byline: पीपुल्स ब्यूरो • भोपाल — [343, 1500, 431, 1515]
court-text: मामले में अशिता दुबे का नहीं, शिवम गौतम का केस लीड है। — [1311, 1066, 1471, 1092]
anganwadi-body: भोपाल। मध्यप्रदेश में प्रारंभिक शिक्षा को नई पहचान देने की दिशा में एक ऐतिहासिक पहल की जा रही है। राज्य में पहली बार आंगनवाड़ी केंद्रों में शाला पूर्व शिक्षा प्राप्त कर रहे 5 से 6 आयु वर्ष के बच्चों को 'विद्यारंभ प्रमाण-पत्र' प्रदान कर उन्हें औपचारिक स्कूली शिक्षा की ओर अग्रसर किया जाएगा। प्रदेश में 24 मार्च को आयोजित होने वाले बाल चौपाल के अवसर पर प्रदेश के सभी आंगनवाड़ी केंद्रों में एक साथ सम्मानपूर्वक प्रमाण-पत्र वितरण किया जाएगा, इस पहल को राज्य स्तर पर भोपाल में विशेष राज्य स्तरीय 'प्रेजुएशन सेरेमनी' का आयोजन किया जा रहा है। — [937, 1928, 1107, 2129]
mid-rule — [341, 1374, 1499, 1375]
